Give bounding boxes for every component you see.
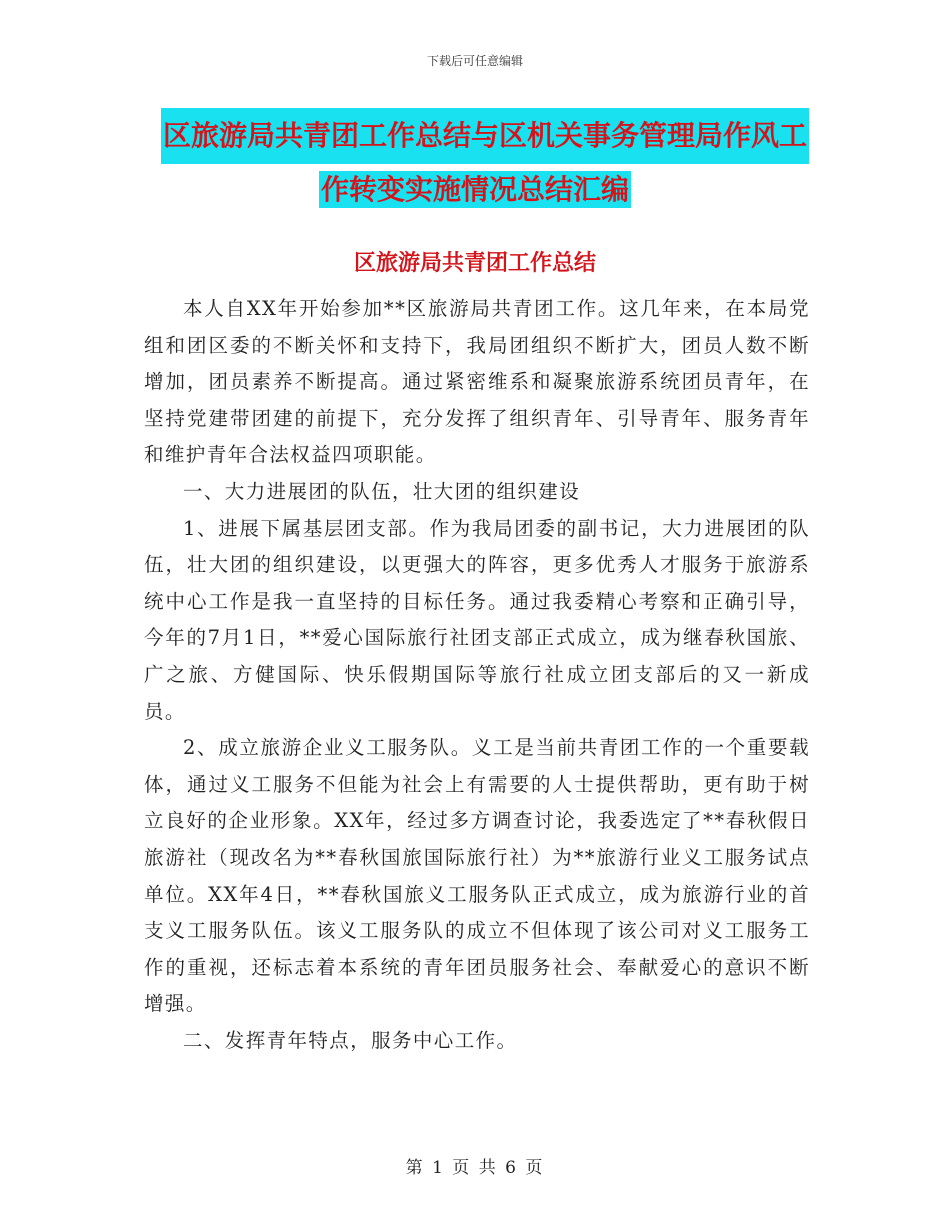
header-note: 下载后可任意编辑	[426, 54, 523, 68]
main-title-line-2: 作转变实施情况总结汇编	[320, 173, 629, 206]
section-title: 区旅游局共青团工作总结	[353, 251, 596, 276]
page-footer: 第 1 页 共 6 页	[405, 1158, 545, 1178]
main-title	[0, 108, 950, 216]
paragraph: 二、发挥青年特点，服务中心工作。	[183, 1028, 518, 1052]
paragraph: 本人自XX年开始参加**区旅游局共青团工作。这几年来，在本局党组和团区委的不断关怀和支持下，我局团组织不断扩大，团员人数不断增加，团员素养不断提高。通过紧密维系和凝聚旅游系统团员青年，在坚持党建带团建的前提下，充分发挥了组织青年、引导青年、服务青年和维护青年合法权益四项职能。	[144, 297, 810, 467]
paragraph: 一、大力进展团的队伍，壮大团的组织建设	[183, 479, 581, 503]
paragraph: 1、进展下属基层团支部。作为我局团委的副书记，大力进展团的队伍，壮大团的组织建设，以更强大的阵容，更多优秀人才服务于旅游系统中心工作是我一直坚持的目标任务。通过我委精心考察和正确引导，今年的7月1日，**爱心国际旅行社团支部正式成立，成为继春秋国旅、广之旅、方健国际、快乐假期国际等旅行社成立团支部后的又一新成员。	[144, 516, 810, 723]
paragraph: 2、成立旅游企业义工服务队。义工是当前共青团工作的一个重要载体，通过义工服务不但能为社会上有需要的人士提供帮助，更有助于树立良好的企业形象。XX年，经过多方调查讨论，我委选定了**春秋假日旅游社（现改名为**春秋国旅国际旅行社）为**旅游行业义工服务试点单位。XX年4日，**春秋国旅义工服务队正式成立，成为旅游行业的首支义工服务队伍。该义工服务队的成立不但体现了该公司对义工服务工作的重视，还标志着本系统的青年团员服务社会、奉献爱心的意识不断增强。	[144, 736, 810, 1016]
main-title-line-1: 区旅游局共青团工作总结与区机关事务管理局作风工	[161, 108, 809, 164]
document-body	[144, 291, 810, 1059]
